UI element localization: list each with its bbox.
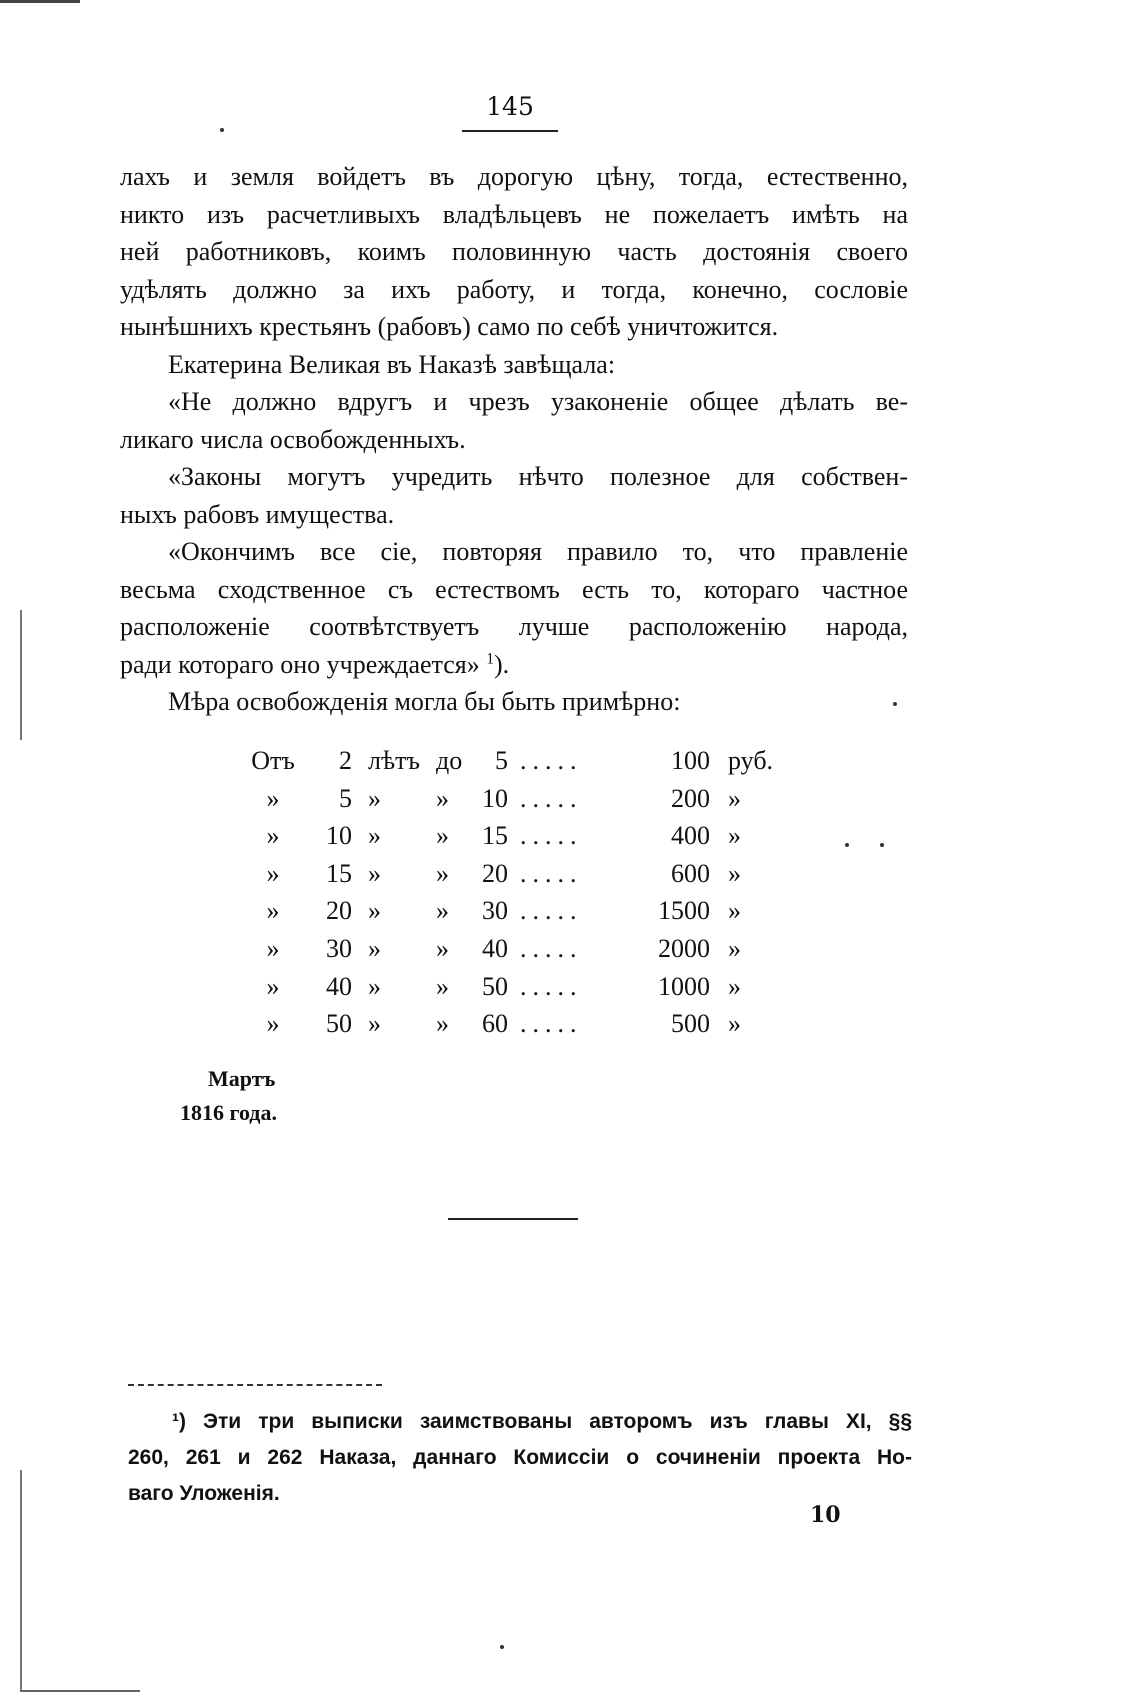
scan-edge-bottom [20,1690,140,1692]
cell-years: » [368,783,381,813]
cell-age-to: 15 [482,821,508,851]
text-line: никто изъ расчетливыхъ владѣльцевъ не пожелаетъ имѣть на [120,199,908,229]
cell-amount: 100 [671,746,710,775]
footnote-line: ваго Уложенія. [128,1482,280,1505]
cell-to: » [436,933,449,963]
cell-unit: » [728,896,741,926]
cell-to: » [436,896,449,926]
cell-amount: 500 [671,1009,710,1039]
cell-leader-dots: ..... [520,858,583,888]
footnote [128,1404,912,1512]
cell-to: » [436,821,449,851]
header-rule [462,130,558,132]
cell-age-from: 20 [326,896,352,926]
cell-unit: руб. [728,746,774,775]
footnote-ref: 1 [486,649,495,667]
text-line: Екатерина Великая въ Наказѣ завѣщала: [168,349,616,379]
cell-unit: » [728,821,741,851]
cell-unit: » [728,783,741,813]
section-end-rule [448,1218,578,1220]
date-year: 1816 года. [180,1100,277,1125]
cell-age-from: 10 [326,821,352,851]
cell-from: » [266,821,280,851]
cell-amount: 200 [671,783,710,813]
text-line: удѣлять должно за ихъ работу, и тогда, конечно, сословіе [120,274,908,304]
table-row [240,930,800,968]
scan-edge-left [20,1470,22,1690]
quote-line: «Не должно вдругъ и чрезъ узаконеніе общее дѣлать ве- [168,387,908,416]
quote-line: весьма сходственное съ естествомъ есть то, котораго частное [120,574,908,604]
liberation-price-table [240,742,800,1043]
quote-end-text: ради котораго оно учреждается» [120,649,480,679]
cell-years: » [368,821,381,851]
scan-speck [845,843,849,847]
cell-years: » [368,971,381,1001]
cell-years: » [368,933,381,963]
cell-unit: » [728,933,741,963]
cell-age-to: 30 [482,896,508,926]
cell-unit: » [728,858,741,888]
footnote-separator [128,1384,382,1386]
cell-leader-dots: ..... [520,746,583,775]
cell-from: » [266,896,280,926]
scan-speck [500,1645,504,1649]
cell-leader-dots: ..... [520,783,583,813]
cell-from: » [266,971,280,1001]
date-block [180,1062,277,1130]
scan-speck [220,128,224,132]
cell-leader-dots: ..... [520,1009,583,1039]
quote-line: расположеніе соотвѣтствуетъ лучше расположенію народа, [120,612,908,641]
cell-amount: 600 [671,858,710,888]
scan-speck [880,843,884,847]
cell-age-from: 2 [339,746,352,775]
cell-age-to: 5 [495,746,508,775]
cell-amount: 1000 [658,971,710,1001]
cell-from: » [266,858,280,888]
cell-unit: » [728,1009,741,1039]
cell-age-from: 5 [339,783,352,813]
table-row [240,742,800,780]
quote-line: ныхъ рабовъ имущества. [120,499,395,529]
cell-age-to: 60 [482,1009,508,1039]
cell-age-to: 20 [482,858,508,888]
cell-age-to: 40 [482,933,508,963]
cell-age-from: 15 [326,858,352,888]
footnote-line [128,1404,912,1440]
cell-amount: 2000 [658,933,710,963]
quote-line-with-ref [120,646,908,684]
cell-unit: » [728,971,741,1001]
text-line: ней работниковъ, коимъ половинную часть достоянія своего [120,237,908,266]
scan-edge-left [20,610,22,740]
cell-age-from: 40 [326,971,352,1001]
table-row [240,1005,800,1043]
cell-from: » [266,1009,280,1039]
cell-age-from: 50 [326,1009,352,1039]
cell-leader-dots: ..... [520,821,583,851]
date-month: Мартъ [208,1066,276,1091]
cell-years: » [368,1009,381,1039]
scan-speck [893,702,897,706]
cell-leader-dots: ..... [520,971,583,1001]
cell-to: до [436,746,463,775]
cell-age-to: 50 [482,971,508,1001]
text-line: лахъ и земля войдетъ въ дорогую цѣну, тогда, естественно, [120,162,908,191]
cell-years: » [368,896,381,926]
page-number: 145 [486,92,534,121]
table-row [240,968,800,1006]
cell-years: лѣтъ [368,746,420,775]
cell-to: » [436,858,449,888]
cell-age-to: 10 [482,783,508,813]
table-row [240,892,800,930]
footnote-ref-close: ). [494,649,510,679]
cell-years: » [368,858,381,888]
footnote-text: Эти три выписки заимствованы авторомъ изъ главы XI, §§ [203,1410,912,1433]
cell-to: » [436,1009,449,1039]
cell-to: » [436,971,449,1001]
table-row [240,817,800,855]
cell-leader-dots: ..... [520,896,583,926]
table-row [240,855,800,893]
quote-line: ликаго числа освобожденныхъ. [120,424,466,454]
text-line: нынѣшнихъ крестьянъ (рабовъ) само по себѣ уничтожится. [120,312,779,341]
cell-leader-dots: ..... [520,933,583,963]
footnote-line: 260, 261 и 262 Наказа, даннаго Комиссіи о сочиненіи проекта Но- [128,1446,912,1469]
cell-amount: 1500 [658,896,710,926]
cell-from: » [266,933,280,963]
quote-line: «Законы могутъ учредить нѣчто полезное для собствен- [168,462,908,491]
cell-amount: 400 [671,821,710,851]
quote-line: «Окончимъ все сіе, повторяя правило то, что правленіе [168,537,908,566]
cell-from: » [266,783,280,813]
cell-age-from: 30 [326,933,352,963]
table-row [240,780,800,818]
text-line: Мѣра освобожденія могла бы быть примѣрно: [168,687,681,716]
cell-from: Отъ [251,746,295,775]
footnote-marker: ¹) [172,1410,186,1433]
cell-to: » [436,783,449,813]
scan-edge-top [0,0,80,3]
signature-mark: 10 [810,1502,841,1528]
body-text [120,158,908,721]
